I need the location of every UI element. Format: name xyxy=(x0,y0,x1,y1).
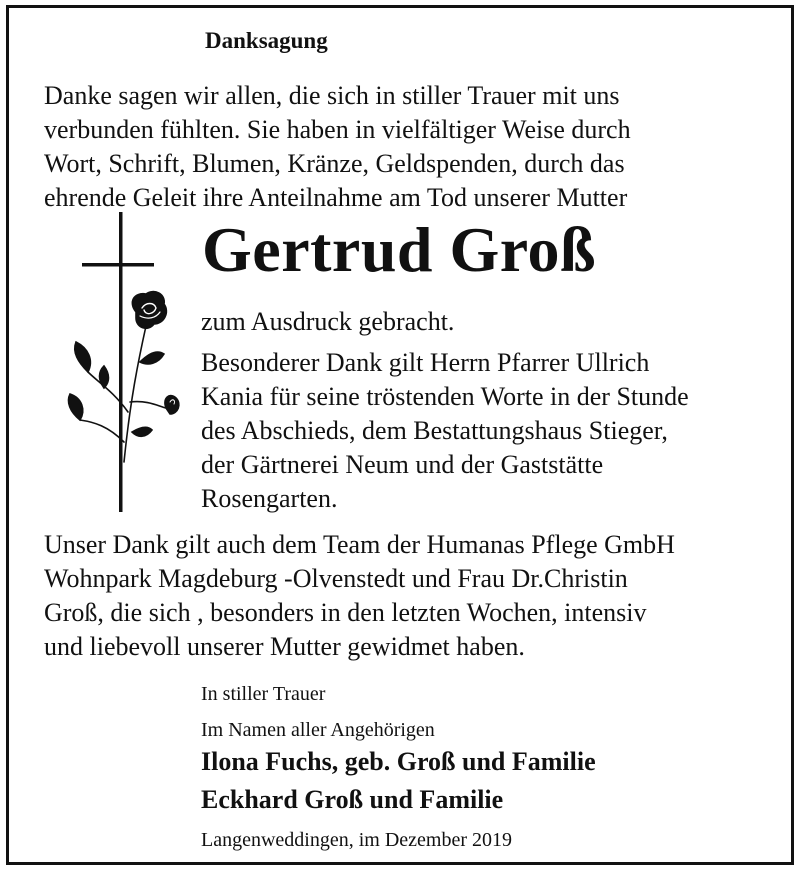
family-name: Eckhard Groß und Familie xyxy=(201,785,504,814)
special-thanks-line: des Abschieds, dem Bestattungshaus Stieger, xyxy=(201,416,668,445)
place-date: Langenweddingen, im Dezember 2019 xyxy=(201,829,513,851)
rose-icon xyxy=(68,292,178,462)
mourning-text: In stiller Trauer xyxy=(201,683,326,705)
intro-line: ehrende Geleit ihre Anteilnahme am Tod unserer Mutter xyxy=(44,183,628,212)
special-thanks-line: der Gärtnerei Neum und der Gaststätte xyxy=(201,450,604,479)
intro-line: Wort, Schrift, Blumen, Kränze, Geldspenden, durch das xyxy=(44,149,625,178)
on-behalf-text: Im Namen aller Angehörigen xyxy=(201,719,435,741)
after-name-text: zum Ausdruck gebracht. xyxy=(201,307,455,336)
cross-with-rose-icon xyxy=(58,212,188,522)
special-thanks-line: Besonderer Dank gilt Herrn Pfarrer Ullrich xyxy=(201,348,650,377)
team-thanks-line: Wohnpark Magdeburg -Olvenstedt und Frau Dr.Christin xyxy=(44,564,628,593)
family-name: Ilona Fuchs, geb. Groß und Familie xyxy=(201,747,596,776)
team-thanks-line: Unser Dank gilt auch dem Team der Humanas Pflege GmbH xyxy=(44,530,675,559)
team-thanks-line: und liebevoll unserer Mutter gewidmet haben. xyxy=(44,632,525,661)
heading: Danksagung xyxy=(205,28,328,53)
team-thanks-line: Groß, die sich , besonders in den letzten Wochen, intensiv xyxy=(44,598,647,627)
intro-line: verbunden fühlten. Sie haben in vielfältiger Weise durch xyxy=(44,115,631,144)
special-thanks-line: Kania für seine tröstenden Worte in der Stunde xyxy=(201,382,689,411)
special-thanks-line: Rosengarten. xyxy=(201,484,338,513)
deceased-name: Gertrud Groß xyxy=(202,214,597,285)
intro-line: Danke sagen wir allen, die sich in stiller Trauer mit uns xyxy=(44,81,620,110)
